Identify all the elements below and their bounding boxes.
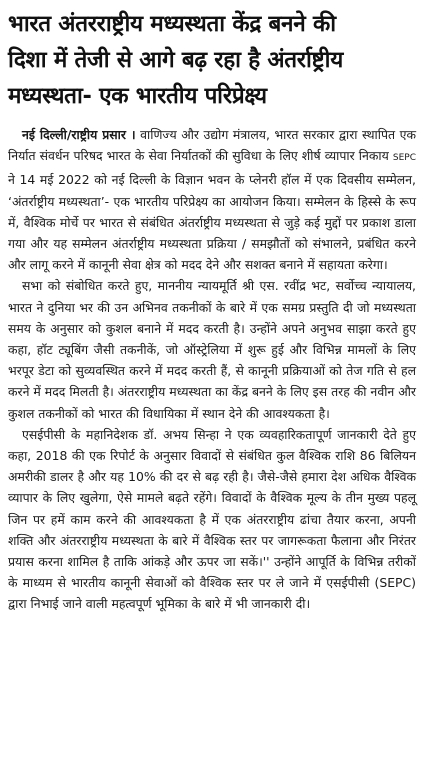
headline-line-1: भारत अंतरराष्ट्रीय मध्यस्थता केंद्र बनने की	[8, 11, 336, 37]
paragraph-1-text-a: वाणिज्य और उद्योग मंत्रालय, भारत सरकार द्वारा स्थापित एक निर्यात संवर्धन परिषद भारत के सेवा निर्यातकों की सुविधा के लिए शीर्ष व्यापार निकाय	[8, 127, 416, 164]
paragraph-3: एसईपीसी के महानिदेशक डॉ. अभय सिन्हा ने एक व्यवहारिकतापूर्ण जानकारी देते हुए कहा, 2018 की एक रिपोर्ट के अनुसार विवादों से संबंधित कुल वैश्विक राशि 86 बिलियन अमरीकी डालर है और यह 10% की दर से बढ़ रही है। जैसे-जैसे हमारा देश अधिक वैश्विक व्यापार के लिए खुलेगा, ऐसे मामले बढ़ते रहेंगे। विवादों के वैश्विक मूल्य के तीन मुख्य पहलू जिन पर हमें काम करने की आवश्यकता है में एक अंतरराष्ट्रीय ढांचा तैयार करना, अपनी शक्ति और अंतरराष्ट्रीय मध्यस्थता के बारे में वैश्विक स्तर पर जागरूकता फैलाना और निरंतर प्रयास करना शामिल है ताकि आंकड़े और ऊपर जा सकें।'' उन्होंने आपूर्ति के विभिन्न तरीकों के माध्यम से भारतीय कानूनी सेवाओं को वैश्विक स्तर पर ले जाने में एसईपीसी (SEPC) द्वारा निभाई जाने वाली महत्वपूर्ण भूमिका के बारे में भी जानकारी दी।	[8, 426, 416, 612]
headline	[8, 6, 416, 114]
headline-line-2: दिशा में तेजी से आगे बढ़ रहा है अंतर्राष्ट्रीय	[8, 47, 343, 73]
headline-line-3: मध्यस्थता- एक भारतीय परिप्रेक्ष्य	[8, 83, 267, 109]
paragraph-2: सभा को संबोधित करते हुए, माननीय न्यायमूर्ति श्री एस. रवींद्र भट, सर्वोच्च न्यायालय, भारत ने दुनिया भर की उन अभिनव तकनीकों के बारे में एक समग्र प्रस्तुति दी जो मध्यस्थता समय के अनुसार को कुशल बनाने में मदद करती है। उन्होंने अपने अनुभव साझा करते हुए कहा, हॉट ट्यूबिंग जैसी तकनीकें, जो ऑस्ट्रेलिया में शुरू हुई और विभिन्न मामलों के लिए भरपूर डेटा को सुव्यवस्थित करने में मदद करती हैं, से कानूनी प्रक्रियाओं को तेज गति से हल करने में मदद मिलती है। अंतरराष्ट्रीय मध्यस्थता का केंद्र बनने के लिए इस तरह की नवीन और कुशल तकनीकों को भारत की विधायिका में स्थान देने की आवश्यकता है।	[8, 278, 416, 421]
paragraph-1	[8, 124, 416, 275]
sepc-abbreviation: SEPC	[392, 153, 416, 164]
dateline: नई दिल्ली/राष्ट्रीय प्रसार ।	[22, 127, 136, 142]
article-body	[8, 124, 416, 615]
paragraph-1-text-b: ने 14 मई 2022 को नई दिल्ली के विज्ञान भवन के प्लेनरी हॉल में एक दिवसीय सम्मेलन, ‘अंतर्राष्ट्रीय मध्यस्थता’- एक भारतीय परिप्रेक्ष्य का आयोजन किया। सम्मेलन के हिस्से के रूप में, वैश्विक मोर्चे पर भारत से संबंधित अंतर्राष्ट्रीय मध्यस्थता से जुड़े कई मुद्दों पर प्रकाश डाला गया और यह सम्मेलन अंतर्राष्ट्रीय मध्यस्थता प्रक्रिया / समझौतों को संभालने, प्रबंधित करने और लागू करने में कानूनी सेवा क्षेत्र को मदद देने और सशक्त बनाने में सहायता करेगा।	[8, 172, 416, 273]
